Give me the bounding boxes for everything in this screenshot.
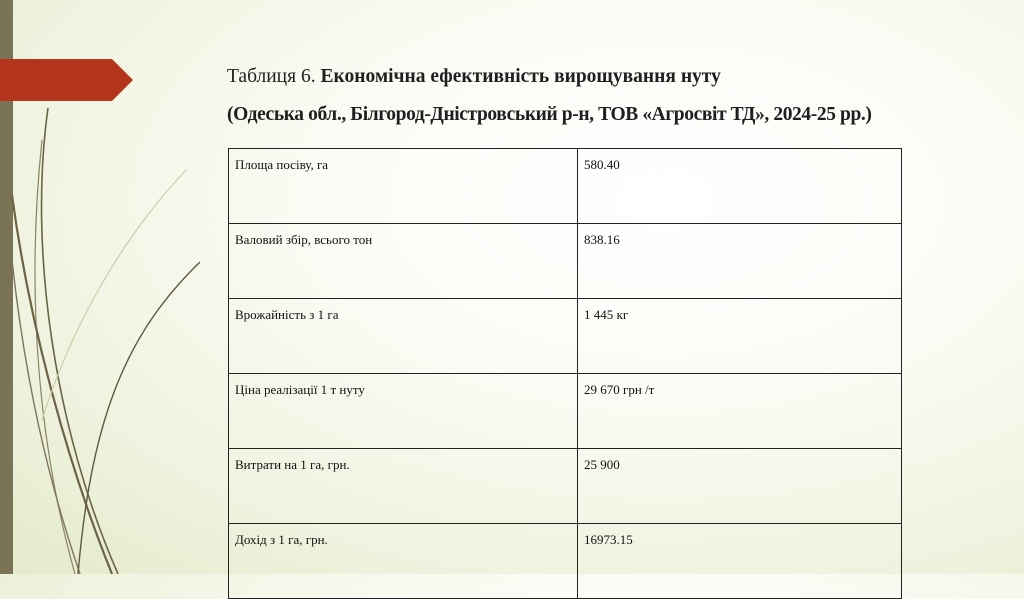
row-label: Ціна реалізації 1 т нуту [229,374,578,449]
row-value: 580.40 [578,149,902,224]
table-row [229,524,902,599]
table-row [229,224,902,299]
table-row [229,374,902,449]
row-label: Врожайність з 1 га [229,299,578,374]
table-number: Таблиця 6. [227,66,316,87]
row-label: Дохід з 1 га, грн. [229,524,578,599]
row-value: 16973.15 [578,524,902,599]
table-subtitle: (Одеська обл., Білгород-Дністровський р-н, ТОВ «Агросвіт ТД», 2024-25 рр.) [227,104,872,125]
row-value: 29 670 грн /т [578,374,902,449]
table-row [229,299,902,374]
row-value: 25 900 [578,449,902,524]
title-accent-tag [0,59,133,101]
row-label: Витрати на 1 га, грн. [229,449,578,524]
table-row [229,449,902,524]
row-label: Валовий збір, всього тон [229,224,578,299]
table-row [229,149,902,224]
row-value: 1 445 кг [578,299,902,374]
row-value: 838.16 [578,224,902,299]
row-label: Площа посіву, га [229,149,578,224]
economic-efficiency-table [228,148,902,599]
table-title [227,66,721,88]
table-title-bold: Економічна ефективність вирощування нуту [320,66,721,87]
